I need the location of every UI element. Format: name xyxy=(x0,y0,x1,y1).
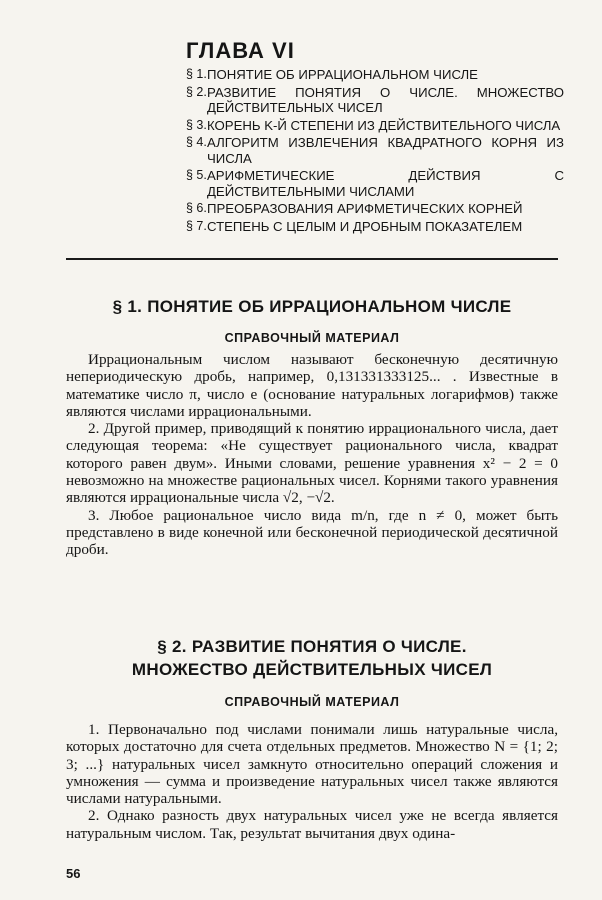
horizontal-divider xyxy=(66,258,558,260)
paragraph: Иррациональным числом называют бесконечную десятичную непериодическую дробь, например, 0,131331333125... . Известные в математике число π, число e (основание натуральных логарифмов) также являются числами иррациональными. xyxy=(66,351,558,420)
section-1-body xyxy=(66,351,558,559)
section-2-body xyxy=(66,721,558,842)
toc-item xyxy=(186,118,564,134)
paragraph: 2. Другой пример, приводящий к понятию иррационального числа, дает следующая теорема: «Не существует рационального числа, квадрат которого равен двум». Иными словами, решение уравнения x² − 2 = 0 невозможно на множестве рациональных чисел. Корнями такого уравнения являются иррациональные числа √2, −√2. xyxy=(66,420,558,507)
toc-item-number: § 6. xyxy=(186,201,207,215)
toc-item-number: § 1. xyxy=(186,67,207,81)
toc-item xyxy=(186,67,564,83)
section-2-reference-label: СПРАВОЧНЫЙ МАТЕРИАЛ xyxy=(224,695,400,709)
toc-item-title: ПРЕОБРАЗОВАНИЯ АРИФМЕТИЧЕСКИХ КОРНЕЙ xyxy=(207,201,523,216)
toc-item-number: § 7. xyxy=(186,218,207,233)
toc-item xyxy=(186,85,564,116)
toc-item-title: АРИФМЕТИЧЕСКИЕ ДЕЙСТВИЯ С ДЕЙСТВИТЕЛЬНЫМИ ЧИСЛАМИ xyxy=(207,168,564,199)
toc-item-number: § 2. xyxy=(186,84,207,99)
paragraph: 2. Однако разность двух натуральных чисел уже не всегда является натуральным числом. Так, результат вычитания двух одина- xyxy=(66,807,558,842)
toc-item xyxy=(186,219,564,235)
section-1-reference-label: СПРАВОЧНЫЙ МАТЕРИАЛ xyxy=(224,331,400,345)
toc-item xyxy=(186,168,564,199)
section-1-title: § 1. ПОНЯТИЕ ОБ ИРРАЦИОНАЛЬНОМ ЧИСЛЕ xyxy=(112,297,512,316)
toc-item-number: § 3. xyxy=(186,117,207,132)
toc-item-title: СТЕПЕНЬ С ЦЕЛЫМ И ДРОБНЫМ ПОКАЗАТЕЛЕМ xyxy=(207,218,523,234)
section-2-title-line-1: § 2. РАЗВИТИЕ ПОНЯТИЯ О ЧИСЛЕ. xyxy=(157,637,467,656)
toc-item-title: АЛГОРИТМ ИЗВЛЕЧЕНИЯ КВАДРАТНОГО КОРНЯ ИЗ ЧИСЛА xyxy=(207,135,564,166)
page-number: 56 xyxy=(66,866,81,881)
toc-item-number: § 4. xyxy=(186,135,207,149)
toc-item-title: РАЗВИТИЕ ПОНЯТИЯ О ЧИСЛЕ. МНОЖЕСТВО ДЕЙСТВИТЕЛЬНЫХ ЧИСЕЛ xyxy=(207,84,564,115)
toc-item-number: § 5. xyxy=(186,168,207,182)
paragraph: 1. Первоначально под числами понимали лишь натуральные числа, которых достаточно для счета отдельных предметов. Множество N = {1; 2; 3; ...} натуральных чисел замкнуто относительно операций сложения и умножения — сумма и произведение натуральных чисел также являются числами натуральными. xyxy=(66,721,558,808)
toc-item-title: КОРЕНЬ K-Й СТЕПЕНИ ИЗ ДЕЙСТВИТЕЛЬНОГО ЧИСЛА xyxy=(207,117,561,133)
chapter-title: ГЛАВА VI xyxy=(186,38,295,63)
section-2-title-line-2: МНОЖЕСТВО ДЕЙСТВИТЕЛЬНЫХ ЧИСЕЛ xyxy=(131,660,493,679)
chapter-contents xyxy=(186,67,564,236)
toc-item xyxy=(186,135,564,166)
toc-item xyxy=(186,201,564,217)
paragraph: 3. Любое рациональное число вида m/n, где n ≠ 0, может быть представлено в виде конечной или бесконечной периодической десятичной дроби. xyxy=(66,506,558,559)
toc-item-title: ПОНЯТИЕ ОБ ИРРАЦИОНАЛЬНОМ ЧИСЛЕ xyxy=(207,67,478,82)
